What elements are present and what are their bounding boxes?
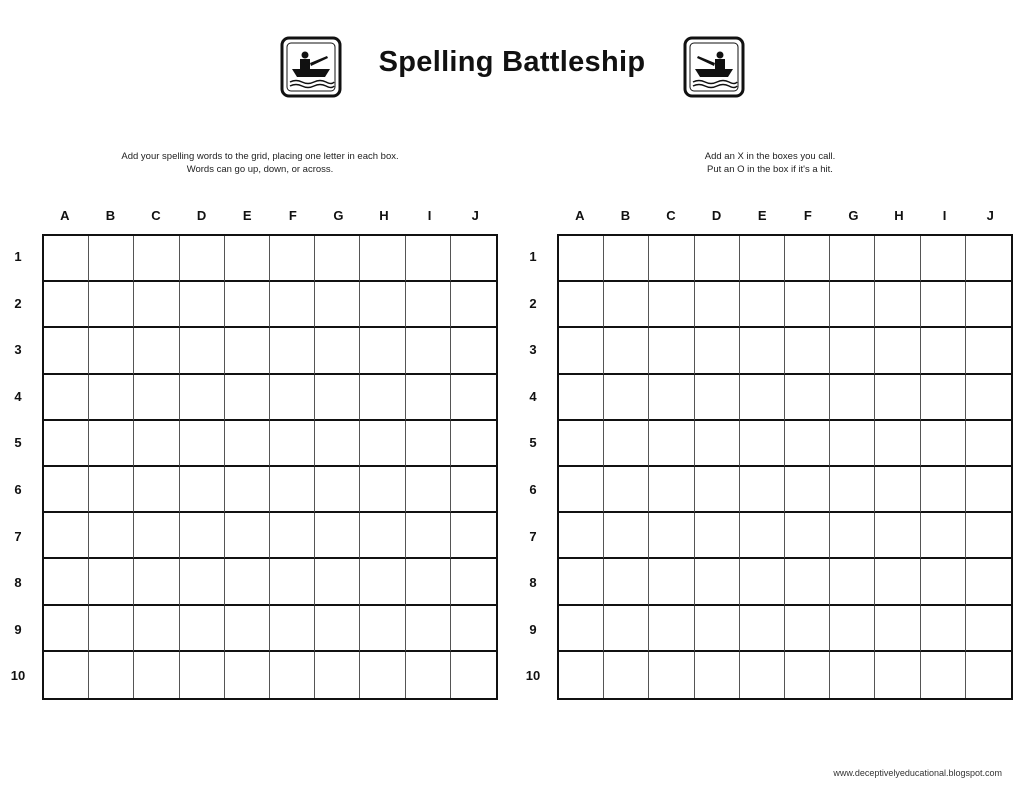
grid-cell[interactable] <box>695 375 740 421</box>
column-header: D <box>711 208 722 223</box>
grid-cell[interactable] <box>89 236 134 282</box>
grid-cell[interactable] <box>360 236 405 282</box>
grid-cell[interactable] <box>315 467 360 513</box>
grid-cell[interactable] <box>875 421 920 467</box>
grid-cell[interactable] <box>134 652 179 698</box>
grid-cell[interactable] <box>695 282 740 328</box>
column-header: D <box>196 208 207 223</box>
grid-cell[interactable] <box>225 236 270 282</box>
grid-cell[interactable] <box>559 282 604 328</box>
row-header: 4 <box>14 388 22 404</box>
instruction-line: Add your spelling words to the grid, placing one letter in each box. <box>121 151 399 162</box>
grid-cell[interactable] <box>649 652 694 698</box>
grid-cell[interactable] <box>921 375 966 421</box>
grid-cell[interactable] <box>225 559 270 605</box>
grid-cell[interactable] <box>315 236 360 282</box>
grid-cell[interactable] <box>921 467 966 513</box>
grid-cell[interactable] <box>89 467 134 513</box>
row-header: 5 <box>529 435 537 451</box>
grid-cell[interactable] <box>315 421 360 467</box>
grid-cell[interactable] <box>134 236 179 282</box>
instruction-line: Words can go up, down, or across. <box>186 164 334 175</box>
row-header: 2 <box>529 295 537 311</box>
grid-cell[interactable] <box>604 559 649 605</box>
grid-cell[interactable] <box>875 328 920 374</box>
grid-cell[interactable] <box>559 559 604 605</box>
grid-cell[interactable] <box>830 236 875 282</box>
grid-cell[interactable] <box>604 328 649 374</box>
left-instructions <box>30 150 490 176</box>
row-header: 9 <box>14 621 22 637</box>
grid-cell[interactable] <box>966 513 1011 559</box>
column-header: A <box>60 208 70 223</box>
grid-cell[interactable] <box>89 282 134 328</box>
grid-cell[interactable] <box>360 421 405 467</box>
grid-cell[interactable] <box>270 375 315 421</box>
opponent-grid-board <box>515 200 1015 710</box>
grid-cell[interactable] <box>315 559 360 605</box>
grid-cell[interactable] <box>406 236 451 282</box>
grid-cell[interactable] <box>451 282 496 328</box>
grid-cell[interactable] <box>134 421 179 467</box>
grid-cell[interactable] <box>649 375 694 421</box>
grid-cell[interactable] <box>180 328 225 374</box>
column-header: J <box>986 208 994 223</box>
grid-cell[interactable] <box>180 375 225 421</box>
row-header: 2 <box>14 295 22 311</box>
grid-cell[interactable] <box>225 606 270 652</box>
row-header: 8 <box>529 575 537 591</box>
grid-cell[interactable] <box>89 375 134 421</box>
grid-cell[interactable] <box>406 606 451 652</box>
grid-cell[interactable] <box>180 421 225 467</box>
grid-cell[interactable] <box>406 467 451 513</box>
grid-cell[interactable] <box>830 652 875 698</box>
grid-cell[interactable] <box>360 328 405 374</box>
grid-cell[interactable] <box>785 421 830 467</box>
grid-cell[interactable] <box>451 652 496 698</box>
grid-cell[interactable] <box>315 328 360 374</box>
instruction-line: Put an O in the box if it's a hit. <box>707 164 833 175</box>
grid-cell[interactable] <box>966 606 1011 652</box>
grid-cell[interactable] <box>830 467 875 513</box>
grid-cell[interactable] <box>44 328 89 374</box>
grid-cell[interactable] <box>695 606 740 652</box>
grid-cell[interactable] <box>180 559 225 605</box>
grid-cell[interactable] <box>740 513 785 559</box>
grid-cell[interactable] <box>559 375 604 421</box>
grid-cell[interactable] <box>649 282 694 328</box>
column-header: J <box>471 208 479 223</box>
grid-cell[interactable] <box>830 282 875 328</box>
grid-cell[interactable] <box>604 236 649 282</box>
column-header: H <box>894 208 904 223</box>
grid-cell[interactable] <box>875 559 920 605</box>
grid-cell[interactable] <box>270 606 315 652</box>
grid-cell[interactable] <box>89 421 134 467</box>
grid-cell[interactable] <box>921 559 966 605</box>
grid-cell[interactable] <box>695 467 740 513</box>
grid-cell[interactable] <box>830 421 875 467</box>
grid-cell[interactable] <box>559 467 604 513</box>
grid-cell[interactable] <box>785 375 830 421</box>
row-header: 6 <box>14 482 22 497</box>
grid-cell[interactable] <box>451 421 496 467</box>
boat-icon <box>683 36 745 98</box>
grid-cell[interactable] <box>695 421 740 467</box>
row-header: 3 <box>529 342 537 358</box>
grid-cell[interactable] <box>134 328 179 374</box>
grid-cell[interactable] <box>451 375 496 421</box>
grid-cell[interactable] <box>785 282 830 328</box>
column-header: A <box>575 208 585 223</box>
grid-cell[interactable] <box>89 513 134 559</box>
footer-url: www.deceptivelyeducational.blogspot.com <box>833 768 1002 778</box>
grid-cell[interactable] <box>559 328 604 374</box>
grid-cell[interactable] <box>740 421 785 467</box>
grid-cell[interactable] <box>785 236 830 282</box>
grid-cell[interactable] <box>604 375 649 421</box>
grid-cell[interactable] <box>360 375 405 421</box>
grid-cell[interactable] <box>875 236 920 282</box>
row-header: 9 <box>529 621 537 637</box>
row-header: 1 <box>529 249 537 264</box>
grid-cell[interactable] <box>451 328 496 374</box>
grid-cell[interactable] <box>134 375 179 421</box>
grid-cell[interactable] <box>44 236 89 282</box>
grid-cell[interactable] <box>875 513 920 559</box>
column-header: G <box>848 208 859 223</box>
grid-cell[interactable] <box>406 513 451 559</box>
grid-cell[interactable] <box>451 513 496 559</box>
grid-cell[interactable] <box>740 328 785 374</box>
grid-cell[interactable] <box>270 513 315 559</box>
grid-cell[interactable] <box>875 282 920 328</box>
grid-cell[interactable] <box>89 559 134 605</box>
grid-cell[interactable] <box>180 467 225 513</box>
grid-cell[interactable] <box>44 375 89 421</box>
grid-cell[interactable] <box>875 652 920 698</box>
grid-cell[interactable] <box>89 652 134 698</box>
grid-cell[interactable] <box>559 652 604 698</box>
row-header: 3 <box>14 342 22 358</box>
grid-cell[interactable] <box>225 652 270 698</box>
grid-cell[interactable] <box>875 467 920 513</box>
grid-cell[interactable] <box>604 282 649 328</box>
grid-cell[interactable] <box>225 328 270 374</box>
grid-cell[interactable] <box>270 328 315 374</box>
grid-cell[interactable] <box>315 606 360 652</box>
grid-cell[interactable] <box>225 282 270 328</box>
grid-cell[interactable] <box>740 559 785 605</box>
column-header: C <box>151 208 161 223</box>
grid-cell[interactable] <box>89 606 134 652</box>
grid-cell[interactable] <box>966 375 1011 421</box>
grid-cell[interactable] <box>604 606 649 652</box>
grid-cell[interactable] <box>830 328 875 374</box>
grid-cell[interactable] <box>649 328 694 374</box>
grid-cell[interactable] <box>360 467 405 513</box>
grid-cell[interactable] <box>180 652 225 698</box>
grid-cell[interactable] <box>559 421 604 467</box>
column-header: E <box>757 208 767 223</box>
column-header: E <box>242 208 252 223</box>
grid-cell[interactable] <box>315 282 360 328</box>
column-header: C <box>666 208 676 223</box>
grid-cell[interactable] <box>44 513 89 559</box>
row-header: 8 <box>14 575 22 591</box>
grid-cell[interactable] <box>451 559 496 605</box>
grid-cell[interactable] <box>966 282 1011 328</box>
grid-cell[interactable] <box>44 606 89 652</box>
grid-cell[interactable] <box>44 652 89 698</box>
grid-cell[interactable] <box>695 513 740 559</box>
page-title: Spelling Battleship <box>378 46 646 78</box>
column-header: F <box>803 208 812 223</box>
grid-cell[interactable] <box>830 559 875 605</box>
grid-cell[interactable] <box>875 375 920 421</box>
grid-cell[interactable] <box>604 467 649 513</box>
grid-cell[interactable] <box>360 559 405 605</box>
column-header: I <box>942 208 947 223</box>
grid-cell[interactable] <box>830 606 875 652</box>
grid-cell[interactable] <box>225 421 270 467</box>
grid-cell[interactable] <box>406 421 451 467</box>
column-header: H <box>379 208 389 223</box>
grid-cell[interactable] <box>270 282 315 328</box>
column-header: I <box>427 208 432 223</box>
grid-cell[interactable] <box>695 652 740 698</box>
grid-cell[interactable] <box>360 652 405 698</box>
instruction-line: Add an X in the boxes you call. <box>704 151 836 162</box>
grid-cell[interactable] <box>559 606 604 652</box>
grid-cell[interactable] <box>649 606 694 652</box>
row-header: 7 <box>14 528 22 544</box>
grid-cell[interactable] <box>604 652 649 698</box>
grid-cell[interactable] <box>785 467 830 513</box>
grid-cell[interactable] <box>315 513 360 559</box>
grid-cell[interactable] <box>740 375 785 421</box>
grid-cell[interactable] <box>875 606 920 652</box>
grid-cell[interactable] <box>180 236 225 282</box>
grid-cell[interactable] <box>785 513 830 559</box>
grid-cell[interactable] <box>785 606 830 652</box>
row-header: 6 <box>529 482 537 497</box>
grid-cell[interactable] <box>695 328 740 374</box>
grid-cell[interactable] <box>559 236 604 282</box>
grid-cell[interactable] <box>830 375 875 421</box>
grid-cell[interactable] <box>180 606 225 652</box>
grid-cell[interactable] <box>966 421 1011 467</box>
grid-cell[interactable] <box>225 375 270 421</box>
grid-cell[interactable] <box>44 282 89 328</box>
grid-cell[interactable] <box>966 467 1011 513</box>
grid-cell[interactable] <box>740 467 785 513</box>
grid-cell[interactable] <box>44 421 89 467</box>
grid-cell[interactable] <box>134 513 179 559</box>
grid-cell[interactable] <box>360 282 405 328</box>
grid-cell[interactable] <box>830 513 875 559</box>
grid-cell[interactable] <box>315 652 360 698</box>
grid-cell[interactable] <box>360 513 405 559</box>
grid-cell[interactable] <box>360 606 405 652</box>
grid-cell[interactable] <box>921 236 966 282</box>
grid-cell[interactable] <box>966 559 1011 605</box>
grid-cell[interactable] <box>649 559 694 605</box>
grid-cell[interactable] <box>134 559 179 605</box>
grid-cell[interactable] <box>270 236 315 282</box>
grid-cell[interactable] <box>225 467 270 513</box>
opponent-grid <box>557 234 1013 700</box>
column-header: F <box>288 208 297 223</box>
grid-cell[interactable] <box>134 282 179 328</box>
grid-cell[interactable] <box>270 559 315 605</box>
grid-cell[interactable] <box>921 652 966 698</box>
grid-cell[interactable] <box>921 282 966 328</box>
grid-cell[interactable] <box>740 282 785 328</box>
grid-cell[interactable] <box>270 467 315 513</box>
grid-cell[interactable] <box>451 236 496 282</box>
row-header: 1 <box>14 249 22 264</box>
grid-cell[interactable] <box>649 513 694 559</box>
grid-cell[interactable] <box>270 421 315 467</box>
grid-cell[interactable] <box>921 421 966 467</box>
grid-cell[interactable] <box>406 328 451 374</box>
grid-cell[interactable] <box>406 652 451 698</box>
row-header: 7 <box>529 528 537 544</box>
grid-cell[interactable] <box>649 236 694 282</box>
row-header: 4 <box>529 388 537 404</box>
grid-cell[interactable] <box>921 606 966 652</box>
grid-cell[interactable] <box>921 513 966 559</box>
grid-cell[interactable] <box>406 559 451 605</box>
grid-cell[interactable] <box>695 559 740 605</box>
grid-cell[interactable] <box>44 559 89 605</box>
grid-cell[interactable] <box>315 375 360 421</box>
player-grid <box>42 234 498 700</box>
grid-cell[interactable] <box>44 467 89 513</box>
grid-cell[interactable] <box>966 652 1011 698</box>
grid-cell[interactable] <box>225 513 270 559</box>
column-header: B <box>620 208 631 223</box>
grid-cell[interactable] <box>740 236 785 282</box>
grid-cell[interactable] <box>604 513 649 559</box>
grid-cell[interactable] <box>134 606 179 652</box>
grid-cell[interactable] <box>134 467 179 513</box>
grid-cell[interactable] <box>695 236 740 282</box>
grid-cell[interactable] <box>180 282 225 328</box>
grid-cell[interactable] <box>785 652 830 698</box>
grid-cell[interactable] <box>270 652 315 698</box>
grid-cell[interactable] <box>451 467 496 513</box>
grid-cell[interactable] <box>740 606 785 652</box>
grid-cell[interactable] <box>406 282 451 328</box>
grid-cell[interactable] <box>559 513 604 559</box>
grid-cell[interactable] <box>89 328 134 374</box>
grid-cell[interactable] <box>649 467 694 513</box>
grid-cell[interactable] <box>785 328 830 374</box>
grid-cell[interactable] <box>649 421 694 467</box>
grid-cell[interactable] <box>966 328 1011 374</box>
grid-cell[interactable] <box>966 236 1011 282</box>
grid-cell[interactable] <box>451 606 496 652</box>
column-header: G <box>333 208 344 223</box>
grid-cell[interactable] <box>921 328 966 374</box>
row-header: 10 <box>525 668 541 684</box>
grid-cell[interactable] <box>740 652 785 698</box>
row-header: 5 <box>14 435 22 451</box>
player-grid-board <box>0 200 500 710</box>
row-header: 10 <box>10 668 26 684</box>
grid-cell[interactable] <box>406 375 451 421</box>
grid-cell[interactable] <box>785 559 830 605</box>
boat-icon <box>280 36 342 98</box>
grid-cell[interactable] <box>180 513 225 559</box>
column-header: B <box>105 208 116 223</box>
right-instructions <box>560 150 980 176</box>
grid-cell[interactable] <box>604 421 649 467</box>
